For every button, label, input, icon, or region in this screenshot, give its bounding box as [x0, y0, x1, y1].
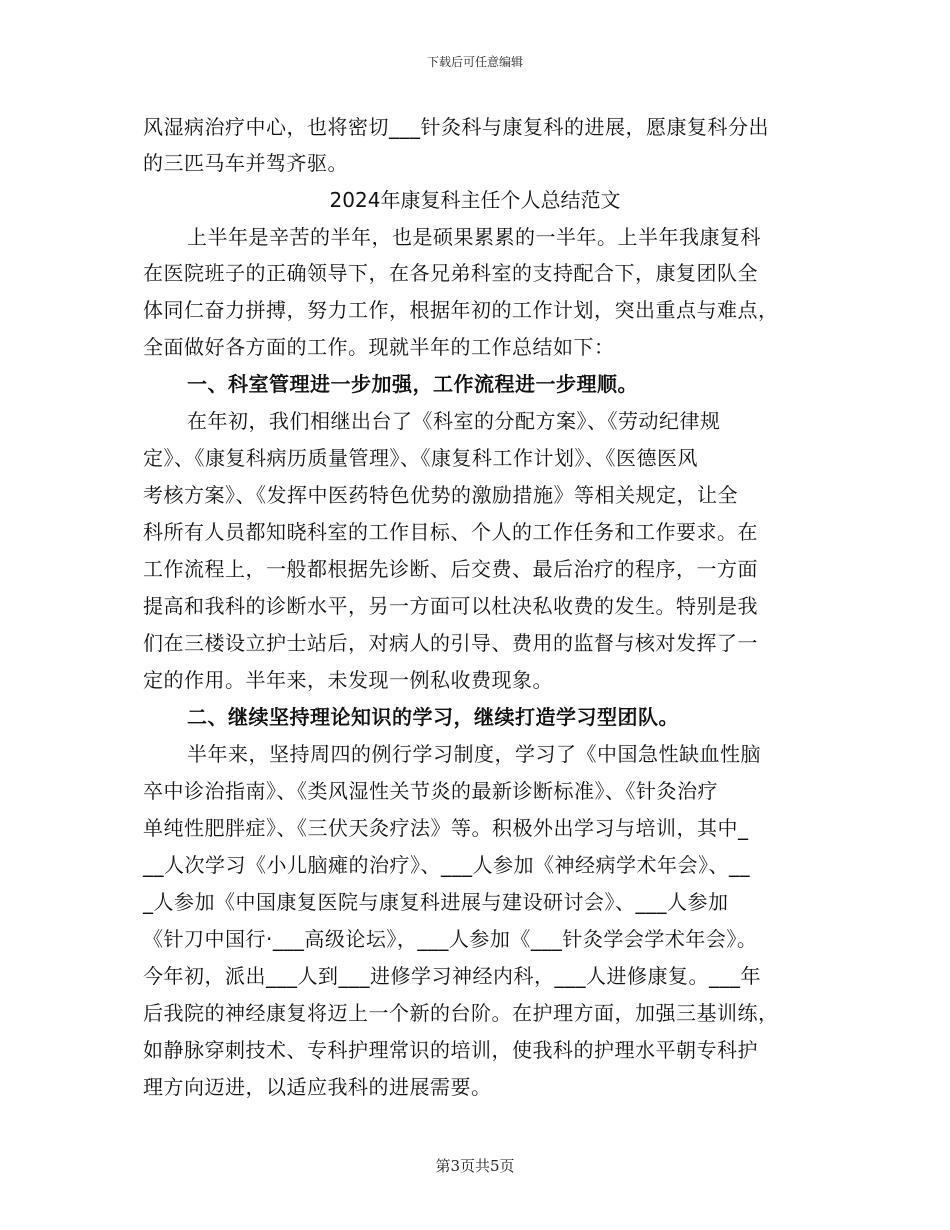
- body-line: 定的作用。半年来，未发现一例私收费现象。: [143, 668, 553, 692]
- document-title: 2024年康复科主任个人总结范文: [329, 188, 621, 212]
- body-line: 在年初，我们相继出台了《科室的分配方案》、《劳动纪律规: [187, 409, 721, 433]
- body-line: 的三匹马车并驾齐驱。: [143, 151, 348, 175]
- body-line: 风湿病治疗中心，也将密切___针灸科与康复科的进展，愿康复科分出: [143, 115, 769, 139]
- body-line: 《针刀中国行·___高级论坛》，___人参加《___针灸学会学术年会》。: [143, 927, 758, 951]
- body-line: 定》、《康复科病历质量管理》、《康复科工作计划》、《医德医风: [143, 446, 698, 470]
- body-line: 半年来，坚持周四的例行学习制度，学习了《中国急性缺血性脑: [187, 742, 761, 766]
- body-line: 理方向迈进，以适应我科的进展需要。: [143, 1075, 492, 1099]
- body-line: _人参加《中国康复医院与康复科进展与建设研讨会》、___人参加: [143, 890, 729, 914]
- body-line: 卒中诊治指南》、《类风湿性关节炎的最新诊断标准》、《针灸治疗: [143, 779, 718, 803]
- body-line: 体同仁奋力拼搏，努力工作，根据年初的工作计划，突出重点与难点，: [143, 298, 779, 322]
- body-line: 单纯性肥胖症》、《三伏天灸疗法》等。积极外出学习与培训，其中_: [143, 816, 749, 840]
- body-line: 今年初，派出___人到___进修学习神经内科，___人进修康复。___年: [143, 964, 761, 988]
- section-heading: 二、继续坚持理论知识的学习，继续打造学习型团队。: [187, 705, 679, 729]
- body-line: 上半年是辛苦的半年，也是硕果累累的一半年。上半年我康复科: [187, 225, 761, 249]
- body-line: 科所有人员都知晓科室的工作目标、个人的工作任务和工作要求。在: [143, 520, 758, 544]
- body-line: 工作流程上，一般都根据先诊断、后交费、最后治疗的程序，一方面: [143, 557, 758, 581]
- body-line: __人次学习《小儿脑瘫的治疗》、___人参加《神经病学术年会》、__: [143, 853, 750, 877]
- body-line: 在医院班子的正确领导下，在各兄弟科室的支持配合下，康复团队全: [143, 261, 758, 285]
- body-line: 考核方案》、《发挥中医药特色优势的激励措施》等相关规定，让全: [143, 483, 738, 507]
- body-line: 全面做好各方面的工作。现就半年的工作总结如下：: [143, 335, 615, 359]
- body-line: 们在三楼设立护士站后，对病人的引导、费用的监督与核对发挥了一: [143, 631, 758, 655]
- body-line: 后我院的神经康复将迈上一个新的台阶。在护理方面，加强三基训练，: [143, 1001, 779, 1025]
- body-line: 如静脉穿刺技术、专科护理常识的培训，使我科的护理水平朝专科护: [143, 1038, 758, 1062]
- page-footer: 第3页共5页: [435, 1157, 515, 1175]
- section-heading: 一、科室管理进一步加强，工作流程进一步理顺。: [187, 372, 638, 396]
- body-line: 提高和我科的诊断水平，另一方面可以杜决私收费的发生。特别是我: [143, 594, 758, 618]
- header-note: 下载后可任意编辑: [426, 55, 523, 69]
